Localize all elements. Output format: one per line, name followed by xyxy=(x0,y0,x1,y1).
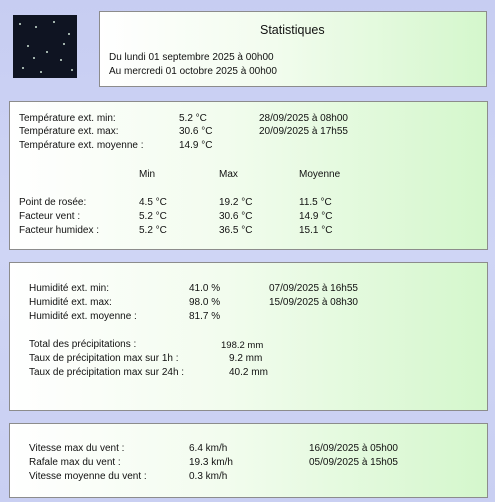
rain-total-label: Total des précipitations : xyxy=(29,339,137,350)
rain-total-value: 198.2 mm xyxy=(221,340,264,351)
windchill-label: Facteur vent : xyxy=(19,211,81,222)
rain-rate-24h-value: 40.2 mm xyxy=(229,367,268,378)
hum-avg-value: 81.7 % xyxy=(189,311,221,322)
humidex-max: 36.5 °C xyxy=(219,225,253,236)
rain-rate-24h-label: Taux de précipitation max sur 24h : xyxy=(29,367,185,378)
gust-max-value: 19.3 km/h xyxy=(189,457,233,468)
page-title: Statistiques xyxy=(260,23,325,37)
dewpoint-avg: 11.5 °C xyxy=(299,197,332,208)
windchill-max: 30.6 °C xyxy=(219,211,253,222)
wind-max-date: 16/09/2025 à 05h00 xyxy=(309,443,398,454)
dewpoint-min: 4.5 °C xyxy=(139,197,167,208)
hum-max-date: 15/09/2025 à 08h30 xyxy=(269,297,358,308)
wind-avg-label: Vitesse moyenne du vent : xyxy=(29,471,147,482)
hum-min-value: 41.0 % xyxy=(189,283,221,294)
wind-avg-value: 0.3 km/h xyxy=(189,471,228,482)
humidity-panel xyxy=(9,262,488,411)
hum-min-label: Humidité ext. min: xyxy=(29,283,110,294)
temp-min-date: 28/09/2025 à 08h00 xyxy=(259,113,348,124)
rain-rate-1h-value: 9.2 mm xyxy=(229,353,263,364)
humidex-min: 5.2 °C xyxy=(139,225,167,236)
wind-max-label: Vitesse max du vent : xyxy=(29,443,125,454)
windchill-avg: 14.9 °C xyxy=(299,211,333,222)
temp-min-value: 5.2 °C xyxy=(179,113,207,124)
humidex-avg: 15.1 °C xyxy=(299,225,333,236)
humidex-label: Facteur humidex : xyxy=(19,225,100,236)
dewpoint-label: Point de rosée: xyxy=(19,197,87,208)
gust-max-label: Rafale max du vent : xyxy=(29,457,121,468)
hum-min-date: 07/09/2025 à 16h55 xyxy=(269,283,358,294)
temp-max-value: 30.6 °C xyxy=(179,126,213,137)
col-header-min: Min xyxy=(139,169,156,180)
hum-avg-label: Humidité ext. moyenne : xyxy=(29,311,137,322)
temp-avg-label: Température ext. moyenne : xyxy=(19,140,144,151)
temp-min-label: Température ext. min: xyxy=(19,113,116,124)
temp-max-label: Température ext. max: xyxy=(19,126,119,137)
hum-max-value: 98.0 % xyxy=(189,297,221,308)
gust-max-date: 05/09/2025 à 15h05 xyxy=(309,457,398,468)
dewpoint-max: 19.2 °C xyxy=(219,197,253,208)
wind-panel xyxy=(9,423,488,498)
wind-max-value: 6.4 km/h xyxy=(189,443,228,454)
header-panel xyxy=(99,11,487,87)
rain-rate-1h-label: Taux de précipitation max sur 1h : xyxy=(29,353,179,364)
temperature-panel xyxy=(9,101,488,250)
temp-avg-value: 14.9 °C xyxy=(179,140,213,151)
temp-max-date: 20/09/2025 à 17h55 xyxy=(259,126,348,137)
period-end: Au mercredi 01 octobre 2025 à 00h00 xyxy=(109,66,277,77)
hum-max-label: Humidité ext. max: xyxy=(29,297,112,308)
windchill-min: 5.2 °C xyxy=(139,211,167,222)
col-header-avg: Moyenne xyxy=(299,169,341,180)
col-header-max: Max xyxy=(219,169,238,180)
sky-thumbnail xyxy=(13,15,77,78)
period-start: Du lundi 01 septembre 2025 à 00h00 xyxy=(109,52,274,63)
